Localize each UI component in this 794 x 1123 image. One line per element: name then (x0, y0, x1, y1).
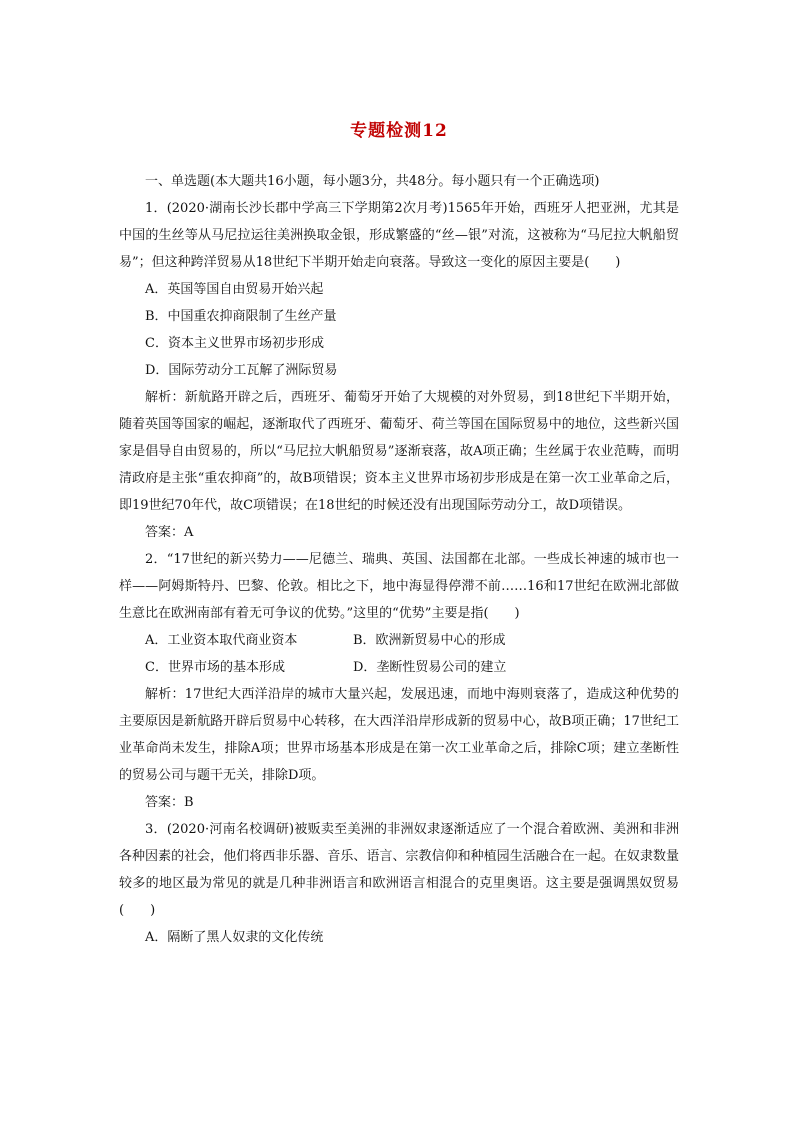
document-body (119, 168, 679, 951)
question-2-option-a: A．工业资本取代商业资本 (145, 633, 298, 648)
question-1-stem: 1．(2020·湖南长沙长郡中学高三下学期第2次月考)1565年开始，西班牙人把亚洲，尤其是中国的生丝等从马尼拉运往美洲换取金银，形成繁盛的“丝—银”对流，这被称为“马尼拉大帆船贸易”；但这种跨洋贸易从18世纪下半期开始走向衰落。导致这一变化的原因主要是( ) (119, 201, 679, 270)
question-3-stem: 3．(2020·河南名校调研)被贩卖至美洲的非洲奴隶逐渐适应了一个混合着欧洲、美洲和非洲各种因素的社会，他们将西非乐器、音乐、语言、宗教信仰和种植园生活融合在一起。在奴隶数量较多的地区最为常见的就是几种非洲语言和欧洲语言相混合的克里奥语。这主要是强调黑奴贸易( ) (119, 822, 679, 918)
question-1-answer: 答案：A (145, 525, 194, 540)
question-2-options-row-1 (119, 627, 679, 654)
question-1-analysis: 解析：新航路开辟之后，西班牙、葡萄牙开始了大规模的对外贸易，到18世纪下半期开始，随着英国等国家的崛起，逐渐取代了西班牙、葡萄牙、荷兰等国在国际贸易中的地位，这些新兴国家是倡导自由贸易的，所以“马尼拉大帆船贸易”逐渐衰落，故A项正确；生丝属于农业范畴，而明清政府是主张“重农抑商”的，故B项错误；资本主义世界市场初步形成是在第一次工业革命之后，即19世纪70年代，故C项错误；在18世纪的时候还没有出现国际劳动分工，故D项错误。 (119, 390, 679, 513)
question-2-option-b: B．欧洲新贸易中心的形成 (353, 633, 506, 648)
question-1-option-a: A．英国等国自由贸易开始兴起 (145, 282, 324, 297)
question-2-answer: 答案：B (145, 795, 194, 810)
question-1-option-b: B．中国重农抑商限制了生丝产量 (145, 309, 337, 324)
question-2-stem: 2．“17世纪的新兴势力——尼德兰、瑞典、英国、法国都在北部。一些成长神速的城市也一样——阿姆斯特丹、巴黎、伦敦。相比之下，地中海显得停滞不前……16和17世纪在欧洲北部做生意比在欧洲南部有着无可争议的优势。”这里的“优势”主要是指( ) (119, 552, 679, 621)
question-3-option-a: A．隔断了黑人奴隶的文化传统 (145, 930, 324, 945)
question-2-option-c: C．世界市场的基本形成 (145, 660, 285, 675)
question-1-option-c: C．资本主义世界市场初步形成 (145, 336, 324, 351)
question-1-option-d: D．国际劳动分工瓦解了洲际贸易 (145, 363, 338, 378)
question-2-analysis: 解析：17世纪大西洋沿岸的城市大量兴起，发展迅速，而地中海则衰落了，造成这种优势的主要原因是新航路开辟后贸易中心转移，在大西洋沿岸形成新的贸易中心，故B项正确；17世纪工业革命尚未发生，排除A项；世界市场基本形成是在第一次工业革命之后，排除C项；建立垄断性的贸易公司与题干无关，排除D项。 (119, 687, 679, 783)
page-title: 专题检测12 (350, 121, 448, 141)
question-2-options-row-2 (119, 654, 679, 681)
section-header: 一、单选题(本大题共16小题，每小题3分，共48分。每小题只有一个正确选项) (145, 174, 600, 189)
question-2-option-d: D．垄断性贸易公司的建立 (353, 660, 507, 675)
